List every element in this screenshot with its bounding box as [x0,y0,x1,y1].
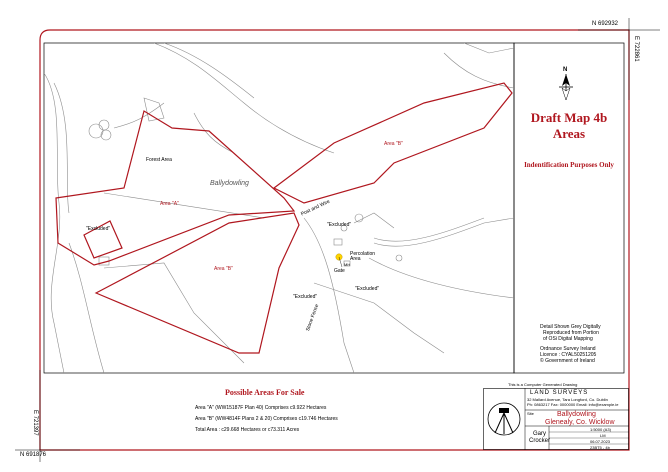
coord-east-right: E 722861 [633,36,639,62]
gate-label: Gate [334,268,345,274]
site-name-2: Glenealy, Co. Wicklow [545,419,615,426]
surveyor-name-1: Gary [533,431,547,437]
scale-value: 1:5000 (A3) [590,427,611,432]
excluded-center-label: "Excluded" [293,294,318,300]
copyright-line-5: Licence : CYAL50251205 [540,352,597,358]
townland-label: Ballydowling [210,180,249,187]
excluded-right-label: "Excluded" [355,286,380,292]
surveyor-name-2: Crocker [529,438,551,444]
sale-total: Total Area : c29.668 Hectares or c73.311 Acres [195,427,300,433]
site-label: Site [527,411,534,416]
copyright-line-2: Reproduced from Portion [543,330,599,336]
forest-area-label: Forest Area [146,157,172,163]
copyright-line-1: Detail Shown Grey Digitally [540,324,601,330]
sale-heading: Possible Areas For Sale [225,388,305,397]
copyright-line-3: of OSi Digital Mapping [543,336,593,342]
copyright-line-4: Ordnance Survey Ireland [540,346,596,352]
sale-area-a: Area "A" (WW15187F Plan 40) Comprises c9.922 Hectares [195,405,327,411]
stone-fence-label: Stone Fence [305,303,321,333]
ref-value: 23BT5 - 4b [590,445,610,450]
north-arrow-icon [556,70,576,104]
percolation-area-label: Percolation Area [350,251,376,262]
company-address-2: Ph: 0863217 Fax: 0000000 Email: info@example.ie [527,402,619,407]
mh-label: MH [344,262,351,267]
coord-north-top: N 692932 [592,21,619,27]
site-map [44,43,514,373]
drawn-value: LM [600,433,606,438]
post-and-wire-label: Post and Wire [300,198,331,218]
computer-generated-note: This is a Computer Generated Drawing [508,382,578,387]
excluded-top-label: "Excluded" [327,222,352,228]
identification-note: Indentification Purposes Only [524,161,614,169]
company-name: LAND SURVEYS [530,390,589,396]
coord-east-left: E 721397 [32,410,38,436]
sale-area-b: Area "B" (WW4814F Plans 2 & 20) Comprises c19.746 Hectares [195,416,338,422]
area-b-lower-label: Area "B" [214,266,233,272]
site-name-1: Ballydowling [557,411,596,418]
map-title: Draft Map 4b [530,110,608,125]
excluded-left-label: "Excluded" [86,226,111,232]
area-a-label: Area "A" [160,201,179,207]
company-address-1: 32 Mallard Avenue, Tara Longford, Co. Dublin [527,397,608,402]
map-subtitle-areas: Areas [552,126,586,141]
date-value: 06.07.2023 [590,439,611,444]
copyright-line-6: © Government of Ireland [540,358,595,364]
coord-north-bottom: N 691876 [20,452,47,458]
area-b-upper-label: Area "B" [384,141,403,147]
north-label: N [563,67,568,73]
